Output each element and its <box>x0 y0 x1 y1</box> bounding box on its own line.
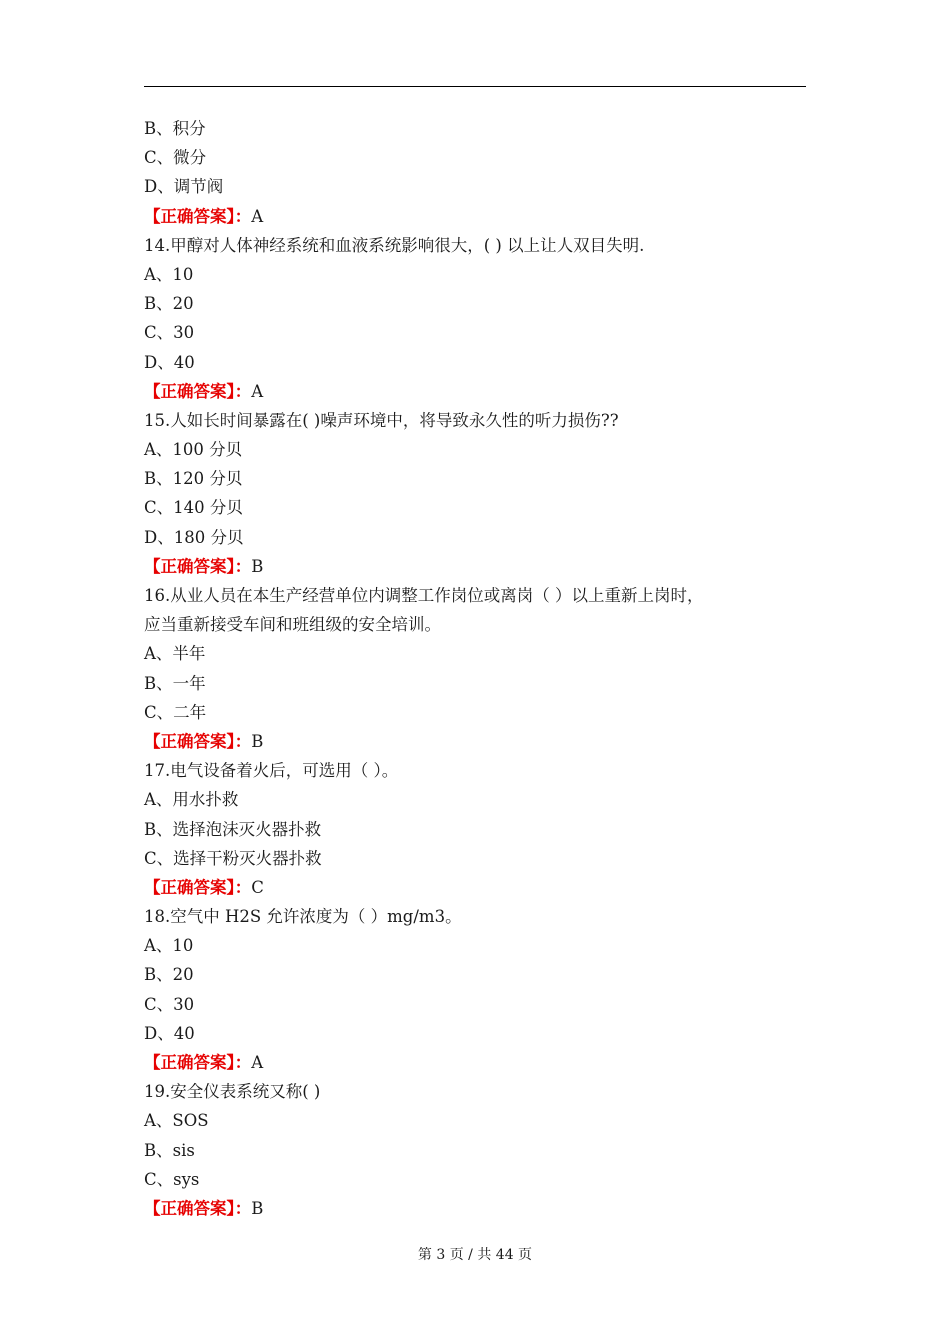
question-text: 15.人如长时间暴露在( )噪声环境中，将导致永久性的听力损伤?? <box>144 410 619 430</box>
question-text: 应当重新接受车间和班组级的安全培训。 <box>144 615 441 635</box>
question-text: 17.电气设备着火后，可选用（ ）。 <box>144 761 399 781</box>
answer-value: B <box>251 731 264 751</box>
answer-colon: ： <box>234 206 252 226</box>
answer-label: 【正确答案】 <box>144 1053 235 1072</box>
answer-line <box>144 1194 806 1223</box>
answer-line <box>144 377 806 406</box>
page-footer: 第 3 页 / 共 44 页 <box>417 1247 533 1263</box>
answer-value: A <box>251 381 264 401</box>
answer-colon: ： <box>234 1198 252 1218</box>
answer-colon: ： <box>234 556 252 576</box>
answer-label: 【正确答案】 <box>144 556 235 576</box>
option-text: A、10 <box>144 264 194 284</box>
answer-value: A <box>251 206 264 226</box>
answer-value: A <box>251 1053 264 1072</box>
answer-value: C <box>251 877 264 897</box>
question-text: 19.安全仪表系统又称( ) <box>144 1082 321 1102</box>
answer-colon: ： <box>234 1053 252 1072</box>
answer-line <box>144 873 806 902</box>
header-rule <box>144 86 806 87</box>
answer-colon: ： <box>234 381 252 401</box>
answer-label: 【正确答案】 <box>144 381 235 401</box>
option-text: B、选择泡沫灭火器扑救 <box>144 819 322 839</box>
option-text: C、sys <box>144 1169 200 1189</box>
option-text: A、用水扑救 <box>144 790 239 810</box>
option-text: B、积分 <box>144 119 206 138</box>
option-text: B、20 <box>144 965 194 985</box>
option-text: A、SOS <box>144 1111 209 1131</box>
document-body <box>144 114 806 1223</box>
option-text: D、180 分贝 <box>144 527 244 547</box>
option-text: A、半年 <box>144 644 206 664</box>
option-text: D、调节阀 <box>144 177 224 197</box>
option-text: B、sis <box>144 1140 195 1160</box>
answer-label: 【正确答案】 <box>144 731 235 751</box>
option-text: D、40 <box>144 1023 195 1043</box>
option-text: C、选择干粉灭火器扑救 <box>144 848 322 868</box>
option-text: C、微分 <box>144 148 207 168</box>
answer-line <box>144 202 806 231</box>
answer-value: B <box>251 556 264 576</box>
answer-label: 【正确答案】 <box>144 1198 235 1218</box>
answer-label: 【正确答案】 <box>144 206 235 226</box>
answer-line <box>144 727 806 756</box>
option-text: C、140 分贝 <box>144 498 243 518</box>
option-text: A、100 分贝 <box>144 440 243 460</box>
answer-label: 【正确答案】 <box>144 877 235 897</box>
answer-line <box>144 552 806 581</box>
option-text: B、一年 <box>144 673 206 693</box>
option-text: A、10 <box>144 936 194 956</box>
option-text: C、二年 <box>144 702 207 722</box>
option-text: C、30 <box>144 323 195 343</box>
answer-line <box>144 1048 806 1077</box>
answer-colon: ： <box>234 877 252 897</box>
answer-colon: ： <box>234 731 252 751</box>
option-text: C、30 <box>144 994 195 1014</box>
answer-value: B <box>251 1198 264 1218</box>
question-text: 14.甲醇对人体神经系统和血液系统影响很大，( ) 以上让人双目失明. <box>144 235 645 255</box>
option-text: B、120 分贝 <box>144 469 243 489</box>
question-text: 18.空气中 H2S 允许浓度为（ ）mg/m3。 <box>144 907 462 927</box>
question-text: 16.从业人员在本生产经营单位内调整工作岗位或离岗（ ）以上重新上岗时， <box>144 586 704 605</box>
option-text: D、40 <box>144 352 195 372</box>
option-text: B、20 <box>144 294 194 314</box>
